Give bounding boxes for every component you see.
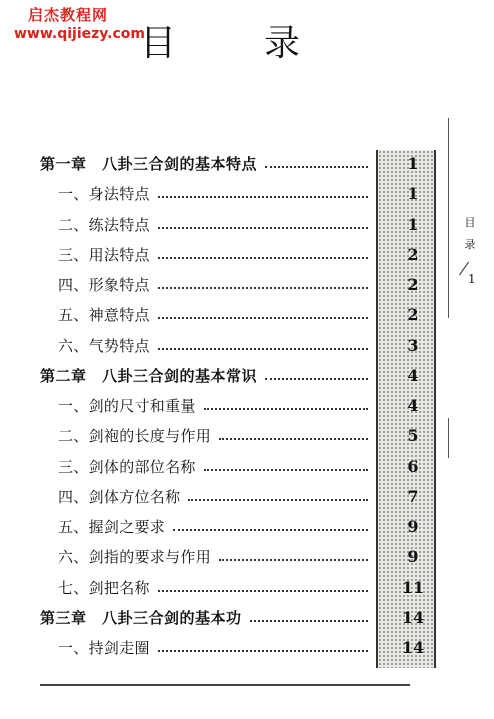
dot-leader (265, 378, 368, 380)
dot-leader (204, 408, 368, 410)
sidebar-label-char-2: 录 (464, 238, 476, 251)
toc-section-entry (0, 394, 440, 418)
page-title-char-2: 录 (263, 23, 300, 64)
toc-section-entry (0, 243, 440, 267)
toc-chapter-entry (0, 364, 440, 388)
toc-entry-title: 六、气势特点 (58, 337, 150, 355)
toc-page-number: 2 (407, 275, 419, 294)
watermark-site-name: 启杰教程网 (28, 6, 109, 24)
toc-section-entry (0, 334, 440, 358)
margin-rule-upper (448, 118, 449, 318)
margin-rule-lower (448, 418, 449, 458)
dot-leader (265, 166, 368, 168)
toc-entry-title: 四、形象特点 (58, 276, 150, 294)
page-title-char-1: 目 (140, 23, 177, 64)
toc-section-entry (0, 455, 440, 479)
sidebar-page-number: 1 (468, 272, 476, 286)
dot-leader (250, 620, 368, 622)
toc-entry-title: 四、剑体方位名称 (58, 488, 181, 506)
toc-page-number: 1 (407, 184, 419, 203)
toc-entry-title: 三、用法特点 (58, 246, 150, 264)
toc-chapter-entry (0, 152, 440, 176)
toc-entry-title: 一、剑的尺寸和重量 (58, 397, 196, 415)
toc-page-number: 9 (407, 517, 419, 536)
dot-leader (158, 590, 368, 592)
toc-page-number: 6 (407, 457, 419, 476)
toc-entry-title: 七、剑把名称 (58, 579, 150, 597)
watermark-url: www.qijiezy.com (14, 26, 145, 42)
dot-leader (188, 499, 368, 501)
toc-entry-title: 第三章 八卦三合剑的基本功 (40, 609, 242, 627)
toc-page-number: 1 (407, 154, 419, 173)
toc-page-number: 4 (407, 396, 419, 415)
dot-leader (158, 287, 368, 289)
toc-page-number: 1 (407, 215, 419, 234)
dot-leader (158, 650, 368, 652)
toc-page-number: 2 (407, 245, 419, 264)
toc-page-number: 14 (401, 638, 425, 657)
toc-entry-title: 第一章 八卦三合剑的基本特点 (40, 155, 258, 173)
toc-page-number: 5 (407, 426, 419, 445)
toc-section-entry (0, 545, 440, 569)
dot-leader (158, 196, 368, 198)
toc-entry-title: 一、身法特点 (58, 185, 150, 203)
toc-page-number: 11 (401, 578, 425, 597)
toc-page-number: 4 (407, 366, 419, 385)
sidebar-label-char-1: 目 (464, 216, 476, 229)
toc-entry-title: 三、剑体的部位名称 (58, 458, 196, 476)
toc-section-entry (0, 273, 440, 297)
dot-leader (158, 317, 368, 319)
sidebar-section-label (462, 212, 478, 256)
toc-entry-title: 二、剑袍的长度与作用 (58, 427, 212, 445)
toc-section-entry (0, 424, 440, 448)
toc-section-entry (0, 515, 440, 539)
dot-leader (173, 529, 368, 531)
toc-page-number: 14 (401, 608, 425, 627)
dot-leader (219, 559, 368, 561)
dot-leader (158, 227, 368, 229)
dot-leader (158, 348, 368, 350)
toc-section-entry (0, 213, 440, 237)
toc-entry-title: 六、剑指的要求与作用 (58, 548, 212, 566)
toc-section-entry (0, 485, 440, 509)
toc-section-entry (0, 636, 440, 660)
toc-page-number: 3 (407, 336, 419, 355)
toc-entry-title: 二、练法特点 (58, 216, 150, 234)
toc-page-number: 2 (407, 305, 419, 324)
toc-section-entry (0, 576, 440, 600)
toc-page-number: 9 (407, 547, 419, 566)
dot-leader (158, 257, 368, 259)
toc-entry-title: 第二章 八卦三合剑的基本常识 (40, 367, 258, 385)
toc-section-entry (0, 182, 440, 206)
dot-leader (219, 438, 368, 440)
toc-entry-title: 五、握剑之要求 (58, 518, 166, 536)
bottom-rule (40, 684, 410, 686)
dot-leader (204, 469, 368, 471)
toc-entry-title: 一、持剑走圈 (58, 639, 150, 657)
toc-entry-title: 五、神意特点 (58, 306, 150, 324)
toc-section-entry (0, 303, 440, 327)
toc-chapter-entry (0, 606, 440, 630)
toc-page-number: 7 (407, 487, 419, 506)
